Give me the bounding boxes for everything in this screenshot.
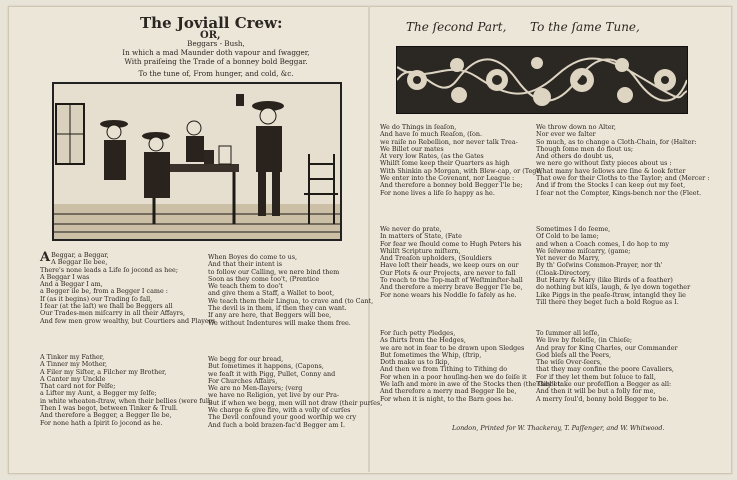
title-or: OR,	[200, 30, 221, 41]
verse-line: To reach to the Top-maſt of Weſtminſter-hall	[380, 276, 523, 285]
subtitle-line-3: With praiſeing the Trade of a bonney bold Beggar.	[124, 57, 308, 66]
verse-line: They'l take our profeſſion a Begger as all:	[536, 380, 672, 389]
verse-line: Whilſt Scripture miſtern,	[380, 246, 461, 255]
verse-line: We charge & give fire, with a volly of curſes	[208, 406, 351, 415]
verse-line: Whilſt ſome keep their Quarters as high	[380, 159, 510, 168]
verse-line: With Shinkin ap Morgan, with Blew-cap, or (Tege,	[380, 166, 543, 175]
verse-line: Our Plots & our Projects, are never to fall	[380, 268, 516, 277]
verse-line: And then we from Tithing to Tithing do	[380, 365, 508, 374]
verse-line: By th' Goſwins Common-Prayer, nor th'	[536, 261, 663, 270]
verse-line: we feaſt it with Pigg, Pullet, Conny and	[208, 369, 336, 378]
verse-line: Beggar, a Beggar,	[51, 251, 109, 259]
subtitle-line-1: Beggars - Bush,	[187, 39, 245, 48]
verse-line: Though ſome men do flout us;	[536, 144, 633, 153]
second-part-title: The ſecond Part,	[406, 20, 507, 34]
verse-line: For ſuch petty Pledges,	[380, 329, 456, 337]
verse-line: That owe for their Cloths to the Taylor; and (Mercer :	[536, 174, 710, 183]
verse-line: At very low Rates, (as the Gates	[380, 152, 484, 161]
verse-line: We live by ſteleſſe, (in Chieſe;	[536, 336, 633, 345]
verse-line: Yet never do Marry,	[536, 254, 600, 263]
verse-line: A Beggar Ile bee,	[51, 258, 108, 267]
verse-line: we are not in fear to be drawn upon Sledges	[380, 343, 525, 352]
part2-stanza-3-col-2	[536, 330, 678, 403]
verse-line: We Billet our mates	[380, 144, 444, 153]
tune-line: To the tune of, From hunger, and cold, &c.	[138, 69, 294, 78]
verse-line: We never do prate,	[380, 225, 442, 233]
verse-line: And therefore a merry mad Begger Ile be,	[380, 387, 517, 396]
verse-line: that they may confine the poore Cavaliers,	[536, 365, 674, 374]
verse-line: We are no Men-ſlayers; (verg	[208, 384, 303, 393]
verse-line: There's none leads a Life ſo jocond as hee;	[40, 265, 178, 274]
verse-line: But ſometimes it happens, (Capons,	[208, 362, 324, 371]
verse-line: And therefore a bonney bold Begger I'le be;	[380, 181, 523, 190]
verse-line: We do Things in ſeaſon,	[380, 123, 457, 131]
subtitle-line-2: In which a mad Maunder doth vapour and ſwagger,	[122, 48, 310, 57]
stanza-2-col-2	[208, 356, 382, 429]
verse-line: Of Cold to be lame;	[536, 232, 599, 241]
verse-line: A merry ſoul'd, bonny bold Begger to be.	[536, 394, 669, 403]
verse-line: If any are here, that Beggers will bee,	[208, 311, 332, 320]
verse-line: And that their intent is	[208, 260, 283, 269]
verse-line: To ſummer all leſſe,	[536, 329, 600, 337]
verse-line: For if they let them but ſoluce to fall,	[536, 372, 656, 381]
floral-ornament-band	[396, 46, 688, 114]
verse-line: For when in a poor houſing-hen we do ſeiſe it	[380, 372, 527, 381]
stanza-1-col-2	[208, 254, 373, 327]
verse-line: And ſuch a bold brazen-fac'd Begger am I.	[208, 420, 346, 429]
verse-line: For none wears his Noddle ſo ſafely as he.	[380, 290, 517, 299]
verse-line: And if from the Stocks I can keep out my feet,	[536, 181, 686, 190]
verse-line: And have ſo much Reaſon, (ſon.	[380, 130, 482, 139]
verse-line: The Devil confound your good worſhip we cry	[208, 413, 357, 422]
verse-line: But ſometimes the Whip, (ſtrip,	[380, 350, 482, 359]
tune-title: To the ſame Tune,	[530, 20, 640, 34]
verse-line: But if when we begg, men will not draw (their purſes,	[208, 398, 383, 407]
verse-line: We begg for our bread,	[208, 355, 284, 363]
stanza-1-col-1	[40, 252, 215, 325]
verse-line: We ſelwome miſcarry, (game;	[536, 246, 631, 255]
verse-line: A Tinner my Mother,	[40, 360, 107, 369]
verse-line: The wiſe Over-ſeers,	[536, 358, 603, 367]
verse-line: For none lives a life ſo happy as he.	[380, 188, 495, 197]
verse-line: Till there they beget ſuch a bold Rogue as I.	[536, 297, 679, 306]
verse-line: For Churches Affairs,	[208, 376, 278, 385]
verse-line: in white wheaten-ſtraw, when their bellies (were full,	[40, 396, 213, 405]
verse-line: a Begger ile be, from a Begger I came :	[40, 287, 168, 296]
verse-line: We laſh and more in awe of the Stocks then (the Gibbet:	[380, 380, 563, 389]
verse-line: we nere go without ſixty pieces about us :	[536, 159, 672, 168]
part2-stanza-2-col-1	[380, 226, 523, 299]
verse-line: I fear not the Compter, Kings-bench nor the (Fleet.	[536, 188, 702, 197]
verse-line: A Canter my Unckle	[40, 374, 106, 383]
verse-line: When Boyes do come to us,	[208, 253, 298, 261]
part2-stanza-1-col-2	[536, 124, 709, 197]
verse-line: The devil is in them, if then they can want.	[208, 304, 347, 313]
verse-line: and give them a Staff, a Wallet to boot,	[208, 289, 335, 298]
part2-stanza-2-col-2	[536, 226, 690, 306]
verse-line: And Treaſon upholders, (Souldiers	[380, 254, 492, 263]
verse-line: Have loſt their heads, we keep ours on our	[380, 261, 519, 270]
verse-line: do nothing but kiſs, laugh, & lye down together	[536, 283, 691, 292]
verse-line: We teach them their Lingua, to crave and (to Cant,	[208, 296, 374, 305]
verse-line: As ſhirts from the Hedges,	[380, 336, 466, 345]
verse-line: We enter into the Covenant, nor League :	[380, 174, 515, 183]
verse-line: For when it is night, to the Barn goes he.	[380, 394, 514, 403]
verse-line: (Cloak-Directory,	[536, 268, 591, 277]
verse-line: That card not for Pelfe;	[40, 382, 116, 391]
verse-line: And then it will be but a folly for me,	[536, 387, 656, 396]
verse-line: And a Beggar I am,	[40, 280, 103, 289]
verse-line: And therefore a Begger, a Begger Ile be,	[40, 411, 172, 420]
printer-imprint: London, Printed for W. Thackeray, T. Paſſenger, and W. Whitwood.	[452, 424, 665, 432]
verse-line: We teach them to doo't	[208, 282, 283, 291]
verse-line: If (as it begins) our Trading ſo fall,	[40, 294, 153, 303]
verse-line: God bleſs all the Peers,	[536, 350, 612, 359]
verse-line: And others do doubt us,	[536, 152, 614, 161]
verse-line: Like Piggs in the peaſe-ſtraw, intangld they lie	[536, 290, 686, 299]
verse-line: A Filer my Siſter, a Filcher my Brother,	[40, 367, 167, 376]
verse-line: Soon as they come too't, (Prentice	[208, 274, 320, 283]
part2-stanza-1-col-1	[380, 124, 542, 197]
verse-line: And therefore a merry brave Begger I'le be,	[380, 283, 523, 292]
verse-line: Sometimes I do ſeeme,	[536, 225, 611, 233]
verse-line: What many have ſellows are ſine & look fetter	[536, 166, 686, 175]
verse-line: Then I was begot, between Tinker & Trull.	[40, 404, 178, 413]
verse-line: I fear (at the laſt) we ſhall be Beggers all	[40, 302, 173, 311]
verse-line: We throw down no Alter,	[536, 123, 616, 131]
verse-line: we raiſe no Rebellion, nor never talk Trea-	[380, 137, 518, 146]
drop-cap: A	[40, 250, 51, 265]
part2-stanza-3-col-1	[380, 330, 562, 403]
verse-line: For fear we ſhould come to Hugh Peters his	[380, 239, 522, 248]
verse-line: But Harry & Mary (like Birds of a feather)	[536, 276, 673, 285]
verse-line: we have no Religion, yet live by our Pra-	[208, 391, 340, 400]
ballad-title: The Joviall Crew:	[140, 14, 283, 32]
verse-line: Nor ever we falter	[536, 130, 596, 139]
woodcut-tavern-scene	[52, 82, 342, 241]
verse-line: A Tinker my Father,	[40, 353, 105, 361]
verse-line: and when a Coach comes, I do hop to my	[536, 239, 670, 248]
verse-line: A Beggar I was	[40, 272, 90, 281]
verse-line: And pray for King Charles, our Commander	[536, 343, 678, 352]
verse-line: In matters of State, (Fate	[380, 232, 462, 241]
verse-line: Our Trades-men miſcarry in all their Affayrs,	[40, 309, 186, 318]
verse-line: We without Indentures will make them free.	[208, 318, 351, 327]
verse-line: Doth make us to ſkip,	[380, 358, 450, 367]
stanza-2-col-1	[40, 354, 212, 427]
verse-line: So much, as to change a Cloth-Chain, for (Halter:	[536, 137, 697, 146]
verse-line: For none hath a ſpirit ſo jocond as he.	[40, 418, 163, 427]
verse-line: to follow our Calling, we nere bind them	[208, 267, 340, 276]
verse-line: a Lifter my Aunt, a Begger my ſelfe;	[40, 389, 157, 398]
verse-line: And few men grow wealthy, but Courtiers and Players	[40, 316, 216, 325]
